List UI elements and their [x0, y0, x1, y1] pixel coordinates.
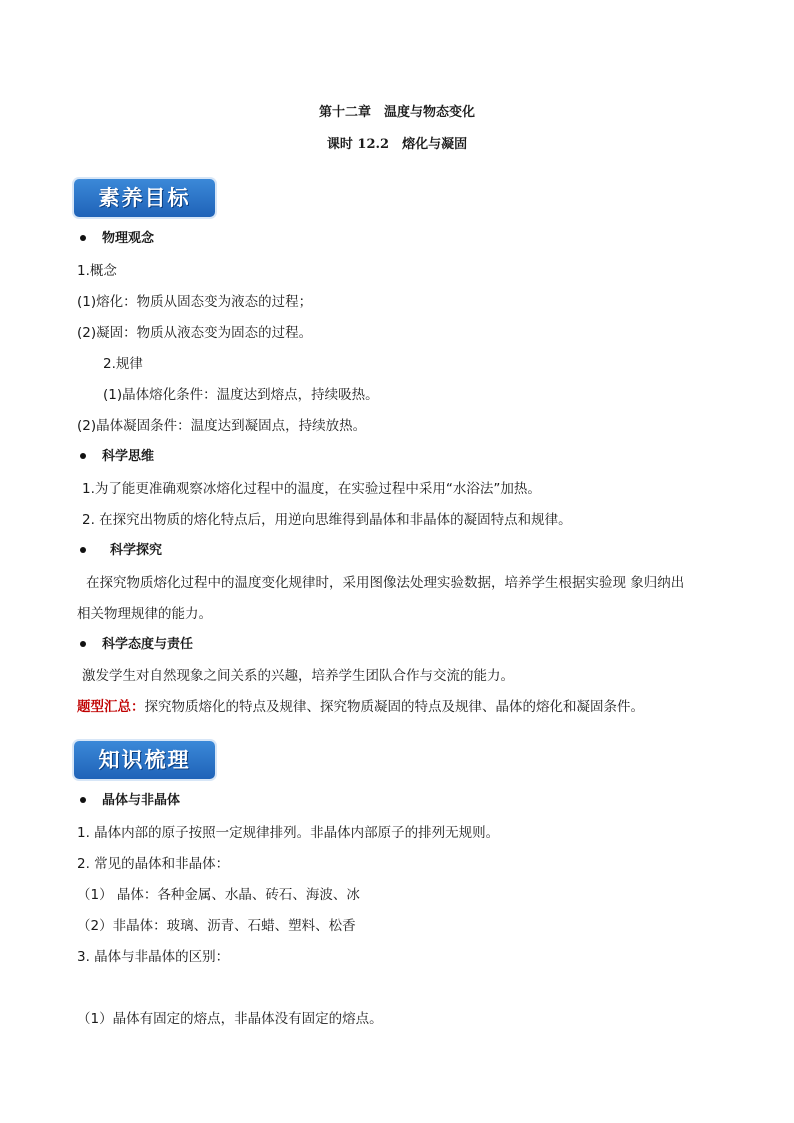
- summary-line: [77, 695, 644, 715]
- text-line: 1.为了能更准确观察冰熔化过程中的温度，在实验过程中采用“水浴法”加热。: [82, 481, 541, 497]
- section-banner-goals: [74, 179, 215, 217]
- text-line: 相关物理规律的能力。: [77, 606, 212, 622]
- bullet-dot-icon: [80, 235, 86, 241]
- summary-text: 探究物质熔化的特点及规律、探究物质凝固的特点及规律、晶体的熔化和凝固条件。: [144, 699, 644, 715]
- text-line: (2)晶体凝固条件：温度达到凝固点，持续放热。: [77, 418, 367, 434]
- text-line: (2)凝固：物质从液态变为固态的过程。: [77, 325, 313, 341]
- text-line: 2. 在探究出物质的熔化特点后，用逆向思维得到晶体和非晶体的凝固特点和规律。: [82, 512, 572, 528]
- section-banner-knowledge: [74, 741, 215, 779]
- text-line: 2. 常见的晶体和非晶体：: [77, 856, 230, 872]
- bullet-dot-icon: [80, 547, 86, 553]
- bullet-physics-concept: [80, 227, 154, 246]
- bullet-attitude: [80, 633, 193, 652]
- text-line: 3. 晶体与非晶体的区别：: [77, 949, 230, 965]
- bullet-heading: 科学思维: [102, 449, 155, 464]
- bullet-heading: 科学态度与责任: [102, 637, 194, 652]
- section-banner-goals-label: 素养目标: [98, 185, 191, 210]
- text-line: (1)熔化：物质从固态变为液态的过程；: [77, 294, 313, 310]
- text-line: 1. 晶体内部的原子按照一定规律排列。非晶体内部原子的排列无规则。: [77, 825, 500, 841]
- bullet-science-inquiry: [80, 539, 162, 558]
- text-line: 激发学生对自然现象之间关系的兴趣，培养学生团队合作与交流的能力。: [82, 668, 514, 684]
- bullet-science-thinking: [80, 445, 154, 464]
- bullet-dot-icon: [80, 453, 86, 459]
- section-banner-knowledge-label: 知识梳理: [98, 747, 191, 772]
- text-line: (1)晶体熔化条件：温度达到熔点，持续吸热。: [103, 387, 379, 403]
- bullet-heading: 科学探究: [110, 543, 163, 558]
- text-line: （2）非晶体：玻璃、沥青、石蜡、塑料、松香: [77, 918, 356, 934]
- text-line: 2.规律: [103, 356, 143, 372]
- bullet-dot-icon: [80, 641, 86, 647]
- bullet-crystal: [80, 789, 180, 808]
- bullet-heading: 晶体与非晶体: [102, 793, 181, 808]
- bullet-heading: 物理观念: [102, 231, 155, 246]
- text-line: （1） 晶体：各种金属、水晶、砖石、海波、冰: [77, 887, 360, 903]
- text-line: （1）晶体有固定的熔点，非晶体没有固定的熔点。: [77, 1011, 383, 1027]
- summary-label: 题型汇总：: [77, 699, 145, 715]
- lesson-title: 课时 12.2 熔化与凝固: [326, 137, 468, 152]
- chapter-title: 第十二章 温度与物态变化: [318, 105, 475, 120]
- text-line: 1.概念: [77, 263, 117, 279]
- bullet-dot-icon: [80, 797, 86, 803]
- text-line: 在探究物质熔化过程中的温度变化规律时，采用图像法处理实验数据，培养学生根据实验现 象归纳出: [86, 575, 685, 591]
